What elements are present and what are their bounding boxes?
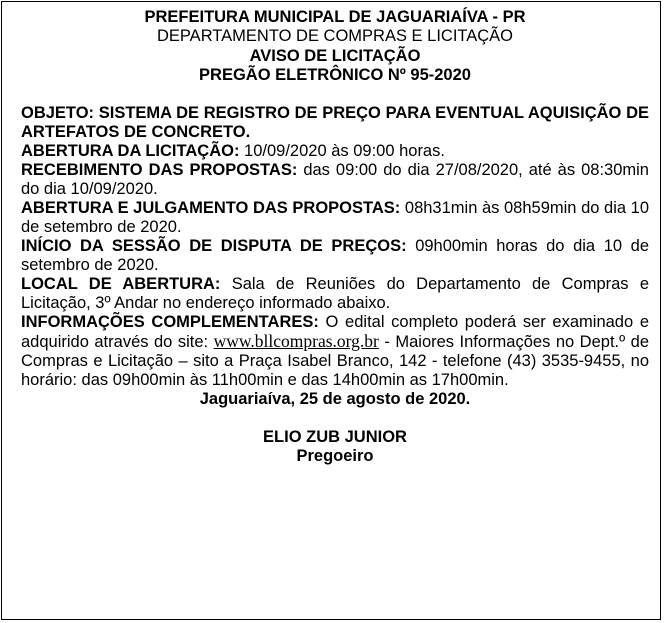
- abertura-paragraph: [21, 142, 649, 161]
- municipality-title: PREFEITURA MUNICIPAL DE JAGUARIAÍVA - PR: [144, 8, 526, 26]
- bll-website-link[interactable]: www.bllcompras.org.br: [213, 331, 379, 352]
- local-value: Sala de Reuniões do Departamento de Compras e Licitação, 3º Andar no endereço informado abaixo.: [21, 275, 649, 313]
- licitacao-notice: [21, 8, 649, 466]
- informacoes-label: INFORMAÇÕES COMPLEMENTARES:: [21, 313, 319, 332]
- julgamento-value: 08h31min às 08h59min do dia 10 de setembro de 2020.: [21, 199, 649, 237]
- notice-title: AVISO DE LICITAÇÃO: [249, 46, 421, 65]
- place-date: Jaguariaíva, 25 de agosto de 2020.: [199, 390, 471, 409]
- abertura-value: 10/09/2020 às 09:00 horas.: [239, 142, 445, 161]
- julgamento-paragraph: [21, 199, 649, 237]
- informacoes-text: O edital completo poderá ser examinado e adquirido através do site:: [21, 313, 650, 352]
- local-label: LOCAL DE ABERTURA:: [21, 275, 221, 294]
- objeto-paragraph: OBJETO: SISTEMA DE REGISTRO DE PREÇO PARA EVENTUAL AQUISIÇÃO DE ARTEFATOS DE CONCRETO.: [21, 104, 649, 142]
- informacoes-paragraph: [21, 313, 649, 390]
- recebimento-value: das 09:00 do dia 27/08/2020, até às 08:30min do dia 10/09/2020.: [21, 161, 649, 199]
- signer-role: Pregoeiro: [296, 447, 374, 466]
- local-paragraph: [21, 275, 649, 313]
- department-name: DEPARTAMENTO DE COMPRAS E LICITAÇÃO: [156, 27, 514, 46]
- julgamento-label: ABERTURA E JULGAMENTO DAS PROPOSTAS:: [21, 199, 401, 218]
- inicio-disputa-paragraph: [21, 237, 649, 275]
- abertura-label: ABERTURA DA LICITAÇÃO:: [21, 142, 240, 161]
- notice-header: [21, 8, 649, 85]
- inicio-disputa-value: 09h00min horas do dia 10 de setembro de 2020.: [21, 237, 649, 275]
- inicio-disputa-label: INÍCIO DA SESSÃO DE DISPUTA DE PREÇOS:: [21, 237, 407, 256]
- informacoes-contact-text: - Maiores Informações no Dept.º de Compras e Licitação – sito a Praça Isabel Branco, 142 - telefone (43) 3535-9455, no horário: das 09h00min às 11h00min e das 14h00min as 17h00min.: [21, 333, 649, 390]
- recebimento-label: RECEBIMENTO DAS PROPOSTAS:: [21, 161, 298, 180]
- recebimento-paragraph: [21, 161, 649, 199]
- signer-name: ELIO ZUB JUNIOR: [263, 428, 407, 447]
- modality-title: PREGÃO ELETRÔNICO Nº 95-2020: [199, 65, 471, 84]
